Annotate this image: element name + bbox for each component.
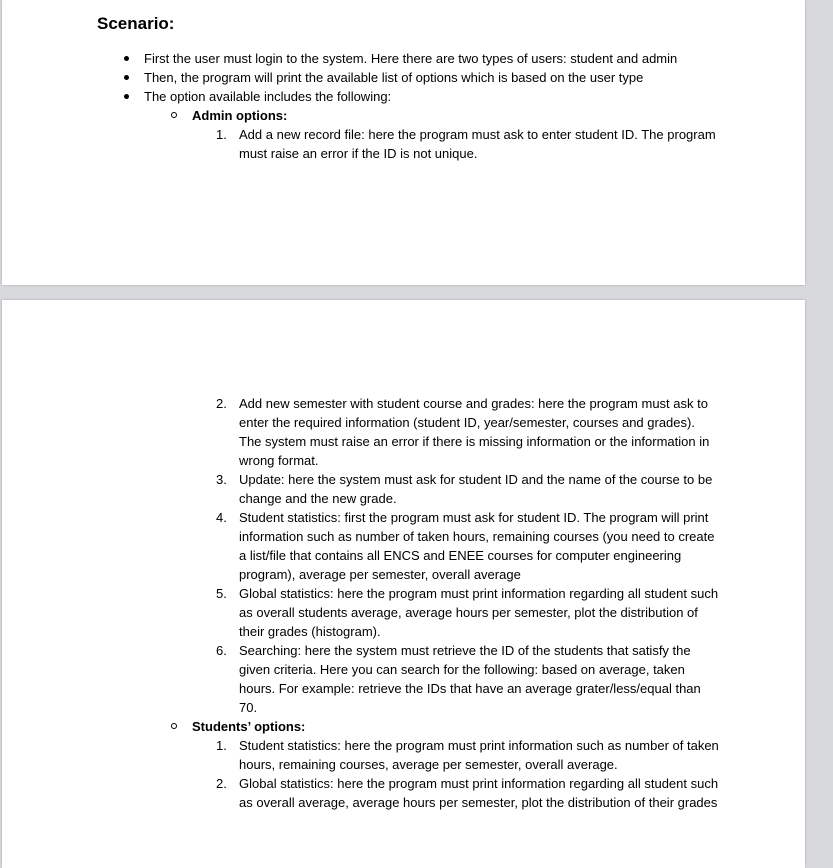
list-item-text: Student statistics: first the program must ask for student ID. The program will print information such as number of taken hours, remaining courses (you need to create a list/file that contains all ENCS and ENEE courses for computer engineering program), average per semester, overall average <box>239 510 715 582</box>
list-item-number: 3. <box>216 472 227 487</box>
list-item <box>2 641 719 717</box>
bullet-text: The option available includes the following: <box>144 89 392 104</box>
list-item-number: 2. <box>216 776 227 791</box>
bullet-text: First the user must login to the system. Here there are two types of users: student and admin <box>144 51 678 66</box>
list-item-text: Add new semester with student course and grades: here the program must ask to enter the required information (student ID, year/semester, courses and grades). The system must raise an error if there is missing information or the information in wrong format. <box>239 396 710 468</box>
list-item-number: 5. <box>216 586 227 601</box>
list-item-text: Global statistics: here the program must print information regarding all student such as overall students average, average hours per semester, plot the distribution of their grades (histogram). <box>239 586 719 639</box>
admin-options-section <box>2 106 762 163</box>
document-page-1 <box>2 0 805 285</box>
list-item <box>2 584 719 641</box>
scenario-heading: Scenario: <box>97 14 175 33</box>
admin-options-heading <box>2 106 762 125</box>
document-page-2 <box>2 300 805 868</box>
bullet-dot-icon <box>124 75 129 80</box>
list-item <box>2 736 719 774</box>
list-item-text: Student statistics: here the program must print information such as number of taken hours, remaining courses, average per semester, overall average. <box>239 738 719 772</box>
list-item-text: Global statistics: here the program must print information regarding all student such as overall average, average hours per semester, plot the distribution of their grades <box>239 776 719 810</box>
bullet-text: Then, the program will print the available list of options which is based on the user type <box>144 70 644 85</box>
list-item-text: Searching: here the system must retrieve the ID of the students that satisfy the given criteria. Here you can search for the following: based on average, taken hours. For example: retrieve the IDs that have an average grater/less/equal than 70. <box>239 643 701 715</box>
admin-options-continued <box>2 394 762 812</box>
bullet-dot-icon <box>124 56 129 61</box>
admin-options-list-continued <box>2 394 762 717</box>
bullet-item <box>2 49 762 68</box>
list-item-text: Update: here the system must ask for student ID and the name of the course to be change and the new grade. <box>239 472 713 506</box>
list-item-number: 6. <box>216 643 227 658</box>
list-item <box>2 394 719 470</box>
list-item-text: Add a new record file: here the program must ask to enter student ID. The program must raise an error if the ID is not unique. <box>239 127 716 161</box>
list-item-number: 2. <box>216 396 227 411</box>
list-item <box>2 774 719 812</box>
list-item <box>2 125 719 163</box>
scenario-bullet-list <box>2 49 762 106</box>
bullet-item <box>2 87 762 106</box>
list-item <box>2 508 719 584</box>
bullet-item <box>2 68 762 87</box>
list-item <box>2 470 719 508</box>
list-item-number: 1. <box>216 738 227 753</box>
students-options-list <box>2 736 762 812</box>
admin-options-label: Admin options: <box>192 108 288 123</box>
admin-options-list <box>2 125 762 163</box>
hollow-circle-bullet-icon <box>171 723 177 729</box>
list-item-number: 1. <box>216 127 227 142</box>
students-options-label: Students’ options: <box>192 719 306 734</box>
bullet-dot-icon <box>124 94 129 99</box>
list-item-number: 4. <box>216 510 227 525</box>
hollow-circle-bullet-icon <box>171 112 177 118</box>
students-options-heading <box>2 717 762 736</box>
